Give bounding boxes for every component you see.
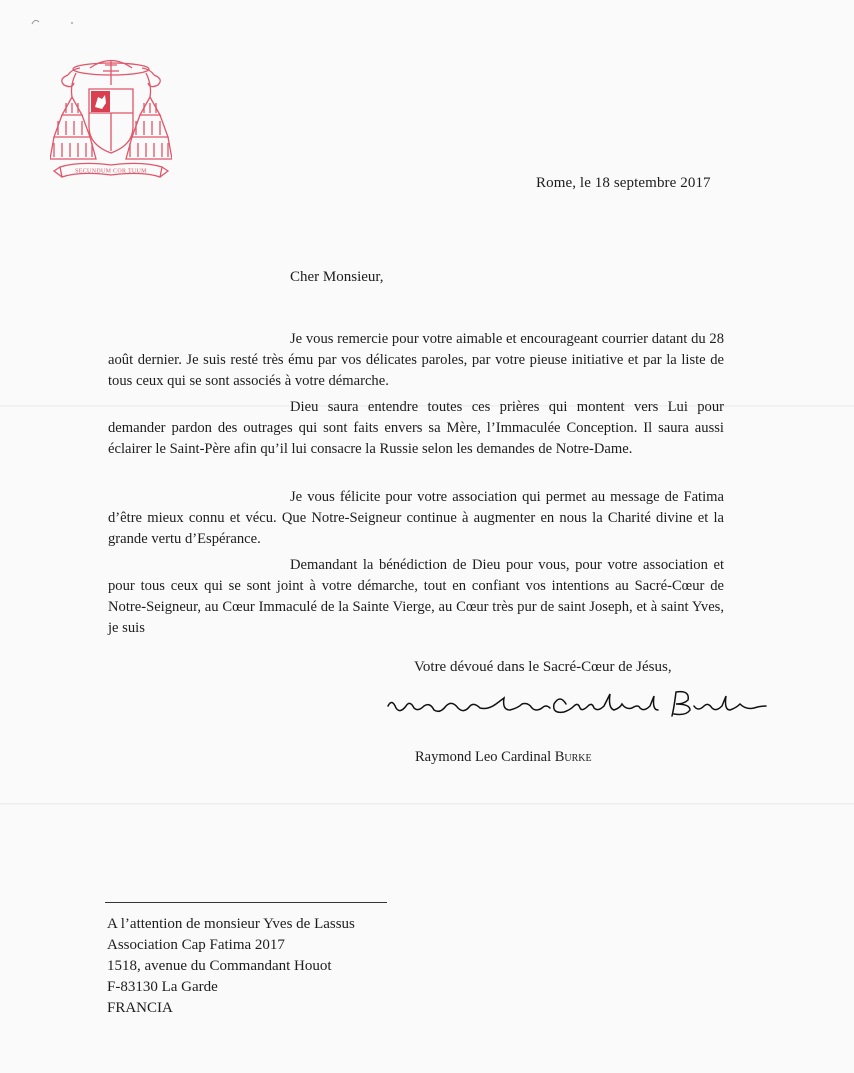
recipient-address [107,914,355,1019]
paragraph-3: Je vous félicite pour votre association qui permet au message de Fatima d’être mieux connu et vécu. Que Notre-Seigneur continue à augmenter en nous la Charité divine et la grande vertu d’Espérance. [108,489,724,547]
signatory-name: Raymond Leo Cardinal Burke [415,749,592,765]
motto-text [75,169,147,175]
coat-of-arms-logo [50,55,172,187]
scan-marks [30,14,80,28]
handwritten-signature [384,686,770,724]
paragraph-2: Dieu saura entendre toutes ces prières qui montent vers Lui pour demander pardon des outrages qui sont faits envers sa Mère, l’Immaculée Conception. Il saura aussi éclairer le Saint-Père afin qu’il lui consacre la Russie selon les demandes de Notre-Dame. [108,399,724,457]
letter-date: Rome, le 18 septembre 2017 [536,175,711,191]
complimentary-close: Votre dévoué dans le Sacré-Cœur de Jésus, [414,659,672,675]
address-line: Association Cap Fatima 2017 [107,937,285,953]
address-line: A l’attention de monsieur Yves de Lassus [107,916,355,932]
paragraph-4: Demandant la bénédiction de Dieu pour vous, pour votre association et pour tous ceux qui se sont joint à votre démarche, tout en confiant vos intentions au Sacré-Cœur de Notre-Seigneur, au Cœur Immaculé de la Sainte Vierge, au Cœur très pur de saint Joseph, et à saint Yves, je suis [108,557,724,636]
address-line: F-83130 La Garde [107,979,218,995]
salutation: Cher Monsieur, [290,269,384,285]
paper-fold [0,803,854,805]
address-line: 1518, avenue du Commandant Houot [107,958,332,974]
svg-text:SECUNDUM COR TUUM: SECUNDUM COR TUUM [75,168,147,175]
address-separator [105,902,387,903]
address-line: FRANCIA [107,1000,173,1016]
paragraph-1: Je vous remercie pour votre aimable et encourageant courrier datant du 28 août dernier. Je suis resté très ému par vos délicates paroles, par votre pieuse initiative et par la liste de tous ceux qui se sont associés à votre démarche. [108,331,724,389]
